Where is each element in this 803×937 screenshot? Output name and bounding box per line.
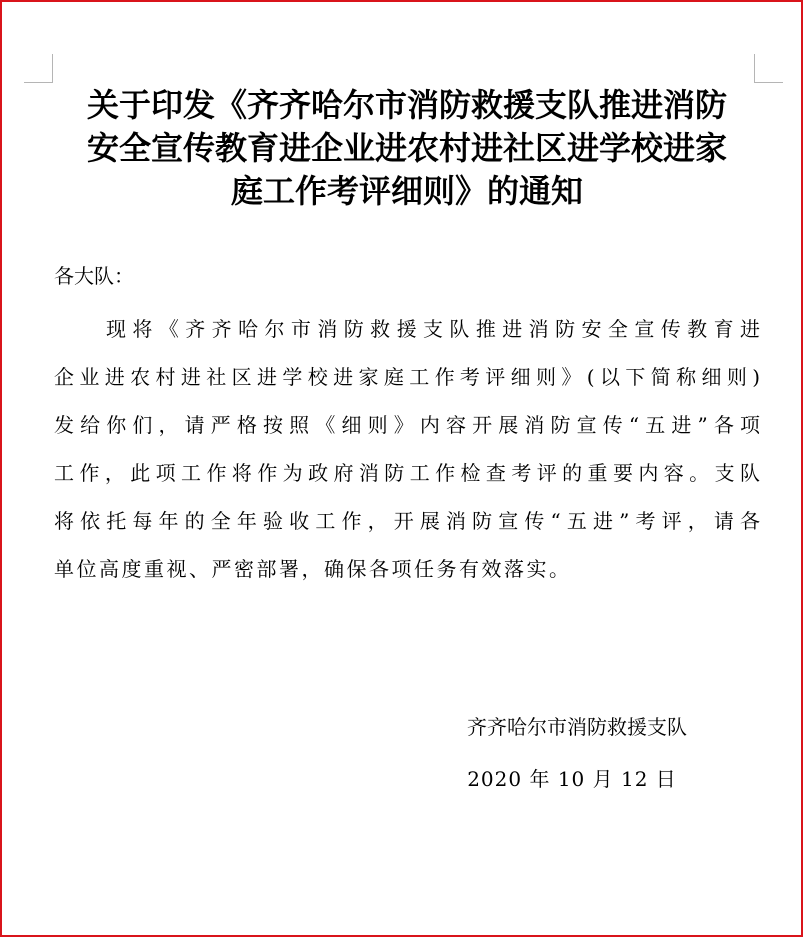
body-line: 单位高度重视、严密部署，确保各项任务有效落实。 <box>54 557 572 581</box>
body-line: 现将《齐齐哈尔市消防救援支队推进消防安全宣传教育进 <box>106 317 760 341</box>
notice-body <box>54 312 760 600</box>
body-line: 企业进农村进社区进学校进家庭工作考评细则》(以下简称细则) <box>54 365 760 389</box>
issue-date: 2020 年 10 月 12 日 <box>467 767 677 791</box>
issuer-signature: 齐齐哈尔市消防救援支队 <box>467 715 687 739</box>
corner-mark-top-left <box>24 54 53 83</box>
corner-mark-top-right <box>754 54 783 83</box>
title-line: 关于印发《齐齐哈尔市消防救援支队推进消防 <box>86 86 727 124</box>
body-line: 工作，此项工作将作为政府消防工作检查考评的重要内容。支队 <box>54 461 760 485</box>
body-line: 将依托每年的全年验收工作，开展消防宣传“五进”考评，请各 <box>54 509 760 533</box>
body-line: 发给你们，请严格按照《细则》内容开展消防宣传“五进”各项 <box>54 413 760 437</box>
salutation: 各大队： <box>54 264 134 288</box>
document-title <box>54 84 760 213</box>
title-line: 庭工作考评细则》的通知 <box>230 172 583 210</box>
title-line: 安全宣传教育进企业进农村进社区进学校进家 <box>86 129 727 167</box>
